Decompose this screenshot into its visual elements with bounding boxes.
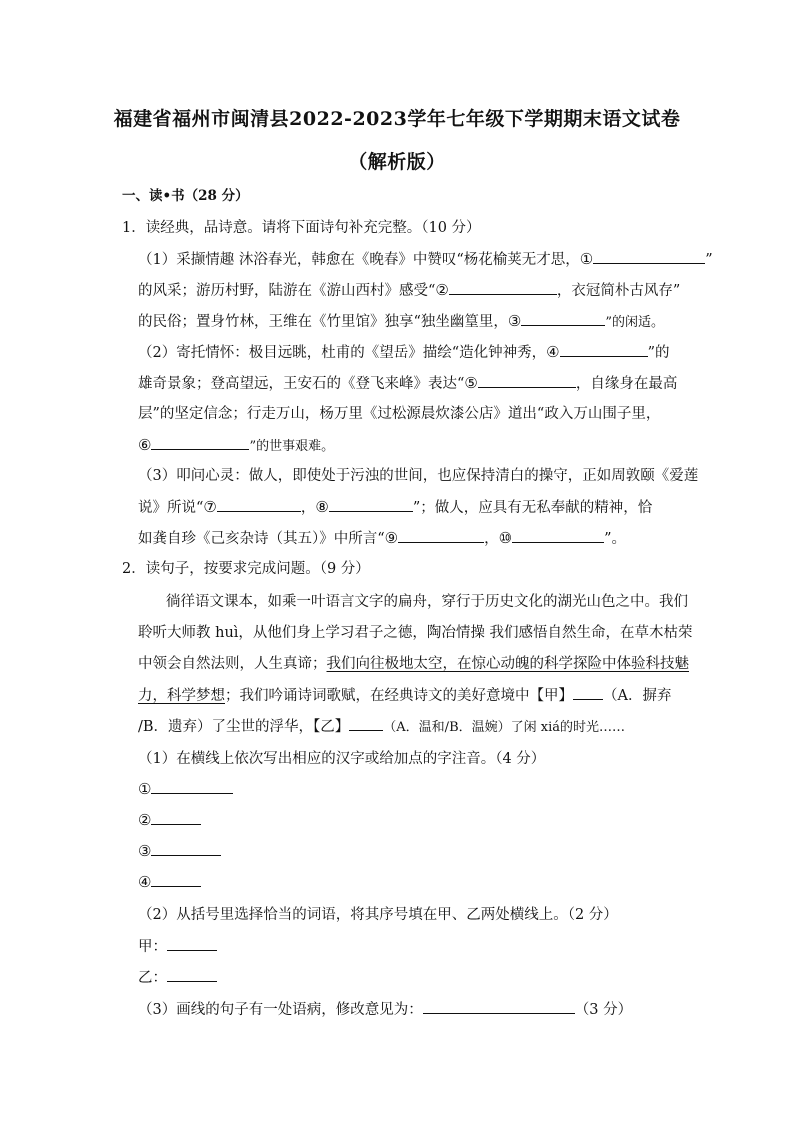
yi-label: 乙： bbox=[138, 970, 167, 986]
q1-part1-line2 bbox=[138, 280, 680, 301]
q1-part3-text: ”；做人，应具有无私奉献的精神，恰 bbox=[412, 500, 653, 516]
answer-blank-8[interactable] bbox=[329, 497, 413, 512]
blank-marker-2: ② bbox=[435, 281, 449, 299]
passage-line1: 徜徉语文课本，如乘一叶语言文字的扁舟，穿行于历史文化的湖光山色之中。我们 bbox=[166, 594, 688, 610]
q1-part2-line4 bbox=[138, 435, 334, 457]
answer-blank-sub2-yi[interactable] bbox=[167, 967, 217, 982]
answer-blank-6[interactable] bbox=[151, 435, 249, 450]
subquestion-3-stem bbox=[138, 999, 632, 1020]
blank-marker-1: ① bbox=[579, 250, 594, 268]
answer-blank-sub3[interactable] bbox=[423, 999, 575, 1014]
passage-text: ；我们吟诵诗词歌赋，在经典诗文的美好意境中【甲】 bbox=[225, 688, 573, 704]
answer-blank-2[interactable] bbox=[449, 280, 557, 295]
passage-line2: 聆听大师教 huì，从他们身上学习君子之德，陶冶情操 我们感悟自然生命，在草木枯荣 bbox=[138, 625, 693, 641]
answer-blank-9[interactable] bbox=[398, 528, 484, 543]
blank-marker-8: ⑧ bbox=[315, 498, 329, 516]
answer-blank-3[interactable] bbox=[521, 311, 605, 326]
blank-marker-6: ⑥ bbox=[138, 436, 152, 454]
q1-part3-text: 如龚自珍《己亥杂诗（其五）》中所言“ bbox=[138, 531, 385, 547]
q1-part1-text: ，衣冠简朴古风存” bbox=[556, 283, 681, 299]
answer-blank-5[interactable] bbox=[478, 373, 576, 388]
q1-part2-text: ”的世事艰难。 bbox=[249, 439, 335, 454]
answer-blank-sub1-3[interactable] bbox=[151, 841, 221, 856]
answer-blank-jia[interactable] bbox=[573, 685, 603, 700]
item-marker: ④ bbox=[138, 873, 152, 891]
passage-text: /B．遗弃）了尘世的浮华，【乙】 bbox=[138, 719, 350, 735]
q1-part3-text: ， bbox=[484, 531, 499, 547]
q1-part2-text: ”的 bbox=[647, 345, 670, 361]
blank-marker-3: ③ bbox=[507, 312, 522, 330]
q1-part3-text: ， bbox=[300, 500, 316, 516]
blank-marker-7: ⑦ bbox=[203, 498, 217, 516]
subquestion-1-stem: （1）在横线上依次写出相应的汉字或给加点的字注音。（4 分） bbox=[138, 751, 546, 767]
jia-label: 甲： bbox=[138, 939, 167, 955]
subq2-jia bbox=[138, 936, 217, 957]
section-heading: 一、读•书（28 分） bbox=[122, 188, 249, 204]
page-subtitle: （解析版） bbox=[348, 151, 446, 173]
subq3-score: （3 分） bbox=[574, 1002, 633, 1018]
item-marker: ③ bbox=[138, 842, 152, 860]
q1-part3-line2 bbox=[138, 497, 652, 518]
subquestion-2-stem: （2）从括号里选择恰当的词语，将其序号填在甲、乙两处横线上。（2 分） bbox=[138, 907, 618, 923]
underlined-sentence: 力，科学梦想 bbox=[138, 688, 225, 704]
item-marker: ① bbox=[138, 780, 152, 798]
blank-marker-9: ⑨ bbox=[384, 529, 399, 547]
passage-line4 bbox=[138, 685, 671, 706]
answer-blank-sub2-jia[interactable] bbox=[167, 936, 217, 951]
q1-part1-line3 bbox=[138, 311, 664, 333]
q1-part1-text: ” bbox=[705, 252, 713, 268]
q1-part2-line3: 层”的坚定信念；行走万山，杨万里《过松源晨炊漆公店》道出“政入万山围子里， bbox=[138, 406, 661, 422]
blank-marker-5: ⑤ bbox=[464, 374, 478, 392]
passage-text: （A．温和/B．温婉）了闲 xiá的时光…… bbox=[383, 720, 625, 735]
question-1-stem: 1．读经典，品诗意。请将下面诗句补充完整。（10 分） bbox=[122, 220, 481, 236]
answer-blank-yi[interactable] bbox=[349, 716, 383, 731]
subq3-text: （3）画线的句子有一处语病，修改意见为： bbox=[138, 1002, 423, 1018]
page-title: 福建省福州市闽清县2022-2023学年七年级下学期期末语文试卷 bbox=[113, 108, 681, 130]
q1-part1-text: 的风采；游历村野，陆游在《游山西村》感受“ bbox=[138, 283, 436, 299]
blank-marker-10: ⑩ bbox=[498, 529, 513, 547]
passage-line5 bbox=[138, 716, 625, 738]
subq1-item-1 bbox=[138, 779, 233, 800]
q1-part1-text: ”的闲适。 bbox=[605, 315, 665, 330]
q1-part1-text: （1）采撷情趣 沐浴春光，韩愈在《晚春》中赞叹“杨花榆荚无才思， bbox=[138, 252, 580, 268]
item-marker: ② bbox=[138, 811, 152, 829]
q1-part2-text: （2）寄托情怀：极目远眺，杜甫的《望岳》描绘“造化钟神秀， bbox=[138, 345, 547, 361]
q1-part3-line3 bbox=[138, 528, 626, 549]
answer-blank-4[interactable] bbox=[560, 342, 648, 357]
answer-blank-7[interactable] bbox=[217, 497, 301, 512]
subq2-yi bbox=[138, 967, 217, 988]
answer-blank-sub1-4[interactable] bbox=[151, 872, 201, 887]
q1-part1-line1 bbox=[138, 249, 713, 270]
answer-blank-10[interactable] bbox=[512, 528, 604, 543]
q1-part2-text: ，自缘身在最高 bbox=[575, 376, 678, 392]
subq1-item-4 bbox=[138, 872, 201, 893]
q1-part2-text: 雄奇景象；登高望远，王安石的《登飞来峰》表达“ bbox=[138, 376, 465, 392]
q1-part1-text: 的民俗；置身竹林，王维在《竹里馆》独享“独坐幽篁里， bbox=[138, 314, 508, 330]
q1-part3-text: 说》所说“ bbox=[138, 500, 204, 516]
question-2-stem: 2．读句子，按要求完成问题。（9 分） bbox=[122, 561, 370, 577]
blank-marker-4: ④ bbox=[546, 343, 560, 361]
passage-text: 中领会自然法则，人生真谛； bbox=[138, 656, 327, 672]
answer-blank-sub1-1[interactable] bbox=[151, 779, 233, 794]
q1-part2-line2 bbox=[138, 373, 677, 394]
answer-blank-1[interactable] bbox=[593, 249, 705, 264]
subq1-item-2 bbox=[138, 810, 201, 831]
passage-line3 bbox=[138, 654, 689, 674]
q1-part3-line1: （3）叩问心灵：做人，即使处于污浊的世间，也应保持清白的操守，正如周敦颐《爱莲 bbox=[138, 468, 699, 484]
q1-part3-text: ”。 bbox=[604, 531, 626, 547]
subq1-item-3 bbox=[138, 841, 221, 862]
answer-blank-sub1-2[interactable] bbox=[151, 810, 201, 825]
passage-text: （A．摒弃 bbox=[603, 688, 672, 704]
underlined-sentence: 我们向往极地太空，在惊心动魄的科学探险中体验科技魅 bbox=[326, 656, 689, 672]
q1-part2-line1 bbox=[138, 342, 670, 363]
